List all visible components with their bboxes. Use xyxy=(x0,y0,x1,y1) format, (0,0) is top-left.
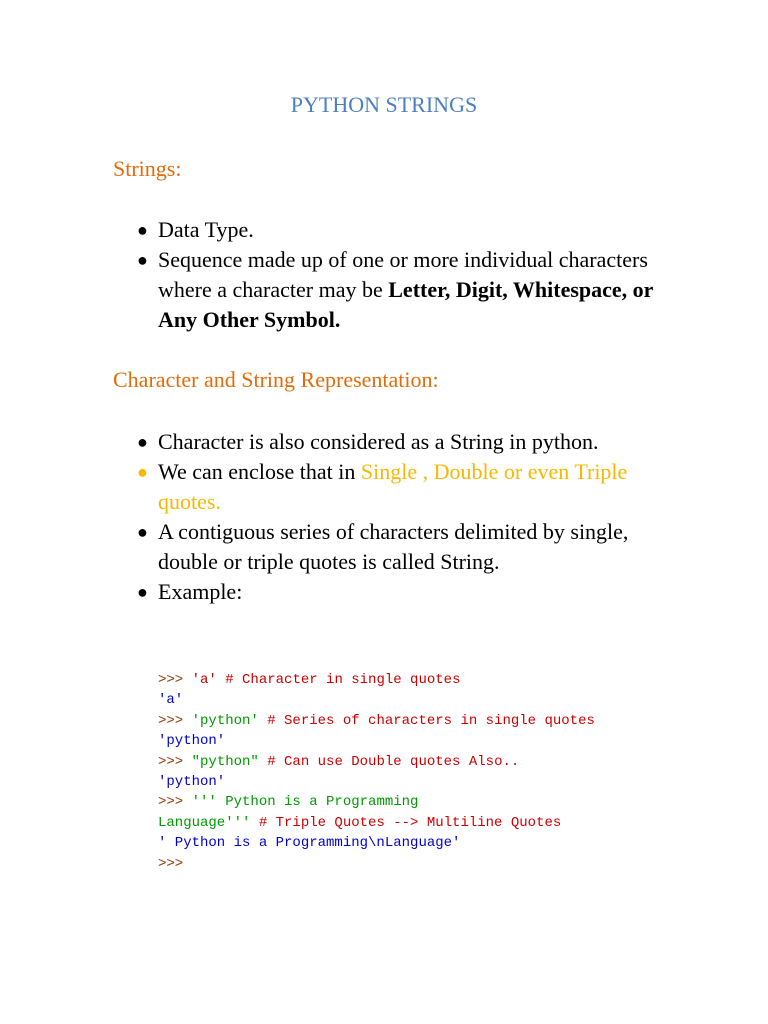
section-heading-strings: Strings: xyxy=(113,156,182,181)
code-example: >>> 'a' # Character in single quotes 'a' >>> 'python' # Series of characters in single quotes 'python' >>> "python" # Can use Double quotes Also.. 'python' >>> ''' Python is a Programming Language''' # Triple Quotes --> Multiline Quotes ' Python is a Programming\nLanguage' >>> xyxy=(158,672,595,872)
bullet-icon: ● xyxy=(137,432,148,452)
bullet-icon: ● xyxy=(137,250,148,270)
list-item-text: Character is also considered as a String in python. xyxy=(158,429,599,454)
section-heading-representation: Character and String Representation: xyxy=(113,367,439,392)
bullet-icon: ● xyxy=(137,582,148,602)
list-item-text: We can enclose that in xyxy=(158,459,361,484)
list-item-text: Data Type. xyxy=(158,217,254,242)
list-item xyxy=(113,245,673,335)
bullet-icon: ● xyxy=(137,220,148,240)
list-item xyxy=(113,427,673,457)
representation-bullet-list xyxy=(113,427,673,607)
list-item-bold-text: Letter, Digit, Whitespace, or Any Other Symbol. xyxy=(158,277,654,332)
list-item-highlight-text: Single , Double or even Triple quotes. xyxy=(158,459,628,514)
list-item-text: Example: xyxy=(158,579,243,604)
list-item xyxy=(113,577,673,607)
list-item xyxy=(113,215,673,245)
list-item-text: Sequence made up of one or more individual characters where a character may be xyxy=(158,247,648,302)
bullet-icon: ● xyxy=(137,462,148,482)
bullet-icon: ● xyxy=(137,522,148,542)
list-item xyxy=(113,517,673,577)
list-item-text: A contiguous series of characters delimited by single, double or triple quotes is called String. xyxy=(158,519,629,574)
strings-bullet-list xyxy=(113,215,673,335)
list-item xyxy=(113,457,673,517)
page-title: PYTHON STRINGS xyxy=(290,92,478,117)
